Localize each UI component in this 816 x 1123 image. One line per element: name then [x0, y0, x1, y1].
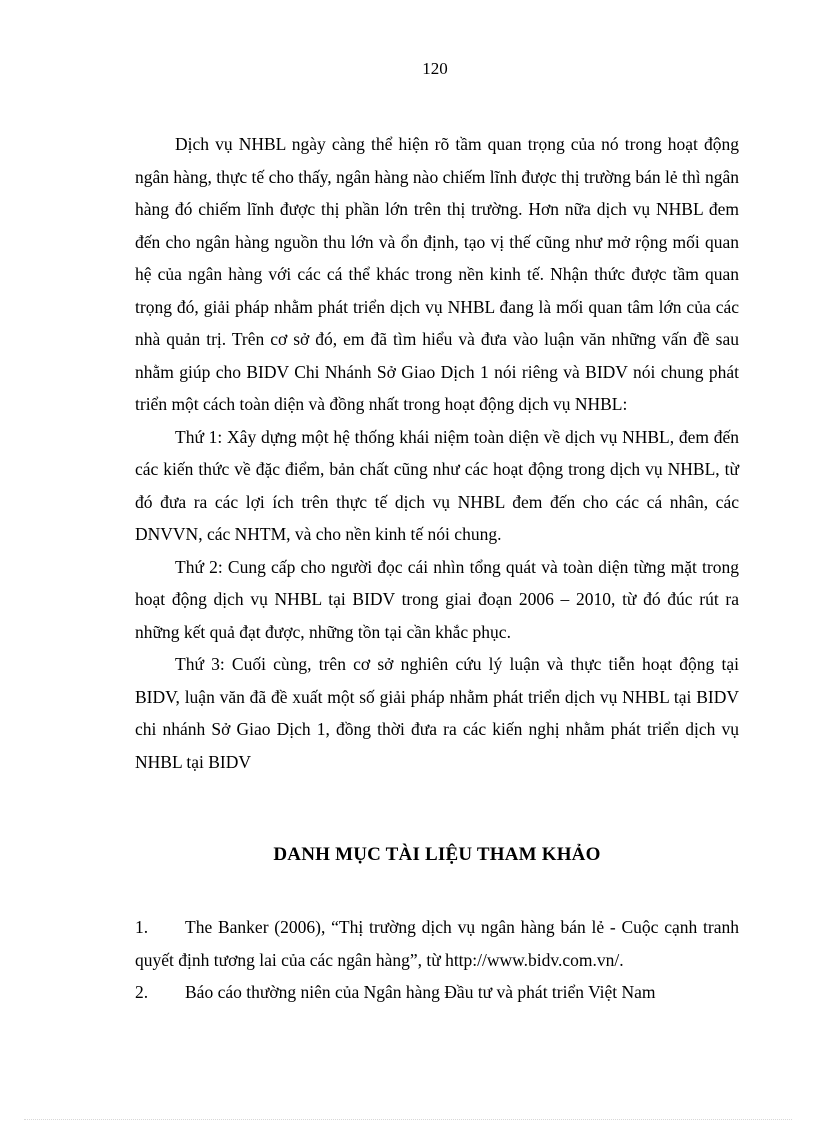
paragraph-point-1: Thứ 1: Xây dựng một hệ thống khái niệm toàn diện về dịch vụ NHBL, đem đến các kiến thức về đặc điểm, bản chất cũng như các hoạt động trong dịch vụ NHBL, từ đó đưa ra các lợi ích trên thực tế dịch vụ NHBL đem đến cho các cá nhân, các DNVVN, các NHTM, và cho nền kinh tế nói chung.: [135, 426, 739, 544]
reference-text: The Banker (2006), “Thị trường dịch vụ ngân hàng bán lẻ - Cuộc cạnh tranh quyết định tương lai của các ngân hàng”, từ http://www.bidv.com.vn/.: [135, 917, 739, 970]
reference-number: 2.: [135, 982, 149, 1002]
reference-text: Báo cáo thường niên của Ngân hàng Đầu tư và phát triển Việt Nam: [185, 982, 656, 1002]
page-bottom-divider: [24, 1119, 792, 1120]
reference-item: [135, 976, 739, 1009]
reference-item: [135, 911, 739, 976]
references-heading: DANH MỤC TÀI LIỆU THAM KHẢO: [273, 844, 601, 865]
paragraph-point-3: Thứ 3: Cuối cùng, trên cơ sở nghiên cứu lý luận và thực tiễn hoạt động tại BIDV, luận văn đã đề xuất một số giải pháp nhằm phát triển dịch vụ NHBL tại BIDV chi nhánh Sở Giao Dịch 1, đồng thời đưa ra các kiến nghị nhằm phát triển dịch vụ NHBL tại BIDV: [135, 654, 739, 772]
reference-number: 1.: [135, 917, 149, 937]
paragraph-intro: Dịch vụ NHBL ngày càng thể hiện rõ tầm quan trọng của nó trong hoạt động ngân hàng, thực tế cho thấy, ngân hàng nào chiếm lĩnh được thị trường bán lẻ thì ngân hàng đó chiếm lĩnh được thị phần lớn trên thị trường. Hơn nữa dịch vụ NHBL đem đến cho ngân hàng nguồn thu lớn và ổn định, tạo vị thế cũng như mở rộng mối quan hệ của ngân hàng với các cá thể khác trong nền kinh tế. Nhận thức được tầm quan trọng đó, giải pháp nhằm phát triển dịch vụ NHBL đang là mối quan tâm lớn của các nhà quản trị. Trên cơ sở đó, em đã tìm hiểu và đưa vào luận văn những vấn đề sau nhằm giúp cho BIDV Chi Nhánh Sở Giao Dịch 1 nói riêng và BIDV nói chung phát triển một cách toàn diện và đồng nhất trong hoạt động dịch vụ NHBL:: [135, 134, 739, 414]
paragraph-point-2: Thứ 2: Cung cấp cho người đọc cái nhìn tổng quát và toàn diện từng mặt trong hoạt động dịch vụ NHBL tại BIDV trong giai đoạn 2006 – 2010, từ đó đúc rút ra những kết quả đạt được, những tồn tại cần khắc phục.: [135, 556, 739, 642]
references-list: [135, 911, 739, 1009]
page-number: 120: [422, 59, 448, 78]
body-text: [135, 128, 739, 778]
